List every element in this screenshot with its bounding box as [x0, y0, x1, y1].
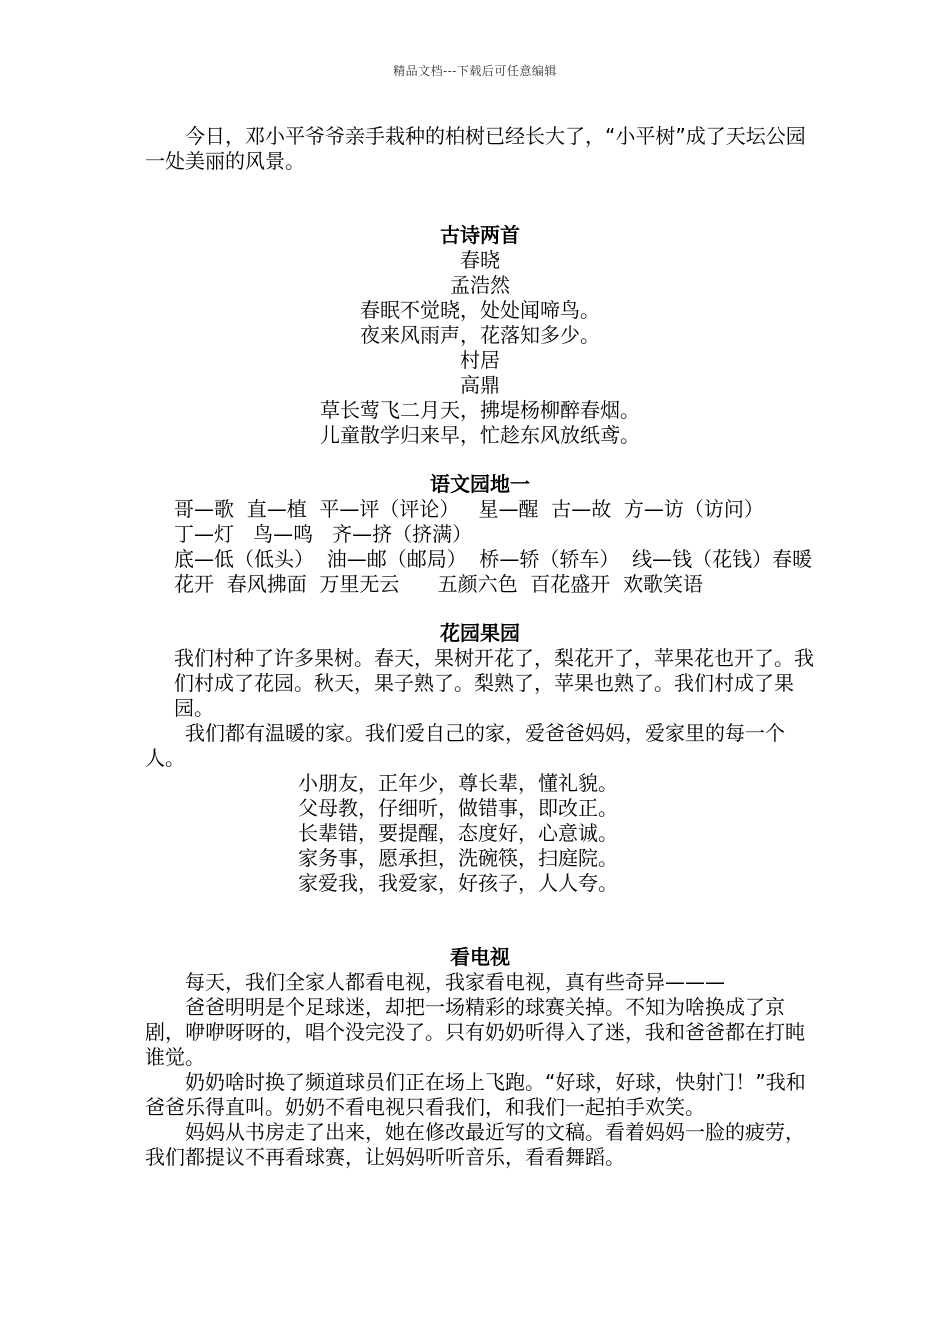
- tv-paragraph: 奶奶啥时换了频道球员们正在场上飞跑。“好球，好球，快射门！”我和爸爸乐得直叫。奶奶不看电视只看我们，和我们一起拍手欢笑。: [145, 1070, 806, 1119]
- word-pairs-line: 底—低（低头） 油—邮（邮局） 桥—轿（轿车） 线—钱（花钱）春暖花开 春风拂面 万里无云 五颜六色 百花盛开 欢歌笑语: [174, 547, 813, 596]
- rhyme-line: 家务事，愿承担，洗碗筷，扫庭院。: [298, 846, 618, 870]
- rhyme-line: 小朋友，正年少，尊长辈，懂礼貌。: [298, 771, 618, 795]
- poem1-author: 孟浩然: [450, 273, 510, 297]
- spacer: [145, 597, 815, 621]
- tv-heading: 看电视: [450, 945, 510, 969]
- word-pairs-line: 丁—灯 鸟—鸣 齐—挤（挤满）: [174, 522, 473, 546]
- tv-paragraph: 爸爸明明是个足球迷，却把一场精彩的球赛关掉。不知为啥换成了京剧，咿咿呀呀的，唱个没完没了。只有奶奶听得入了迷，我和爸爸都在打盹谁觉。: [145, 995, 805, 1069]
- poems-heading: 古诗两首: [440, 223, 520, 247]
- poem1-line: 夜来风雨声，花落知多少。: [360, 323, 600, 347]
- poem2-author: 高鼎: [460, 373, 500, 397]
- rhyme-line: 家爱我，我爱家，好孩子，人人夸。: [298, 871, 618, 895]
- rhyme-line: 父母教，仔细听，做错事，即改正。: [298, 796, 618, 820]
- poem1-line: 春眠不觉晓，处处闻啼鸟。: [360, 298, 600, 322]
- poem2-line: 儿童散学归来早，忙趁东风放纸鸢。: [320, 423, 640, 447]
- document-body: [145, 124, 815, 1170]
- garden1-heading: 语文园地一: [430, 472, 530, 496]
- orchard-paragraph: 我们村种了许多果树。春天，果树开花了，梨花开了，苹果花也开了。我们村成了花园。秋天，果子熟了。梨熟了，苹果也熟了。我们村成了果园。: [174, 646, 814, 720]
- intro-paragraph: 今日，邓小平爷爷亲手栽种的柏树已经长大了，“小平树”成了天坛公园一处美丽的风景。: [145, 124, 806, 173]
- orchard-heading: 花园果园: [440, 621, 520, 645]
- word-pairs-line: 哥—歌 直—植 平—评（评论） 星—醒 古—故 方—访（访问）: [174, 497, 764, 521]
- spacer: [145, 896, 815, 945]
- spacer: [145, 448, 815, 472]
- spacer: [145, 174, 815, 223]
- poem2-line: 草长莺飞二月天，拂堤杨柳醉春烟。: [320, 398, 640, 422]
- rhyme-line: 长辈错，要提醒，态度好，心意诚。: [298, 821, 618, 845]
- header-note: 精品文档---下载后可任意编辑: [393, 64, 557, 78]
- poem1-title: 春晓: [460, 248, 500, 272]
- poem2-title: 村居: [460, 348, 500, 372]
- tv-paragraph: 妈妈从书房走了出来，她在修改最近写的文稿。看着妈妈一脸的疲劳，我们都提议不再看球赛，让妈妈听听音乐，看看舞蹈。: [145, 1120, 805, 1169]
- tv-paragraph: 每天，我们全家人都看电视，我家看电视，真有些奇异———: [185, 970, 725, 994]
- home-paragraph: 我们都有温暖的家。我们爱自己的家，爱爸爸妈妈，爱家里的每一个人。: [145, 721, 785, 770]
